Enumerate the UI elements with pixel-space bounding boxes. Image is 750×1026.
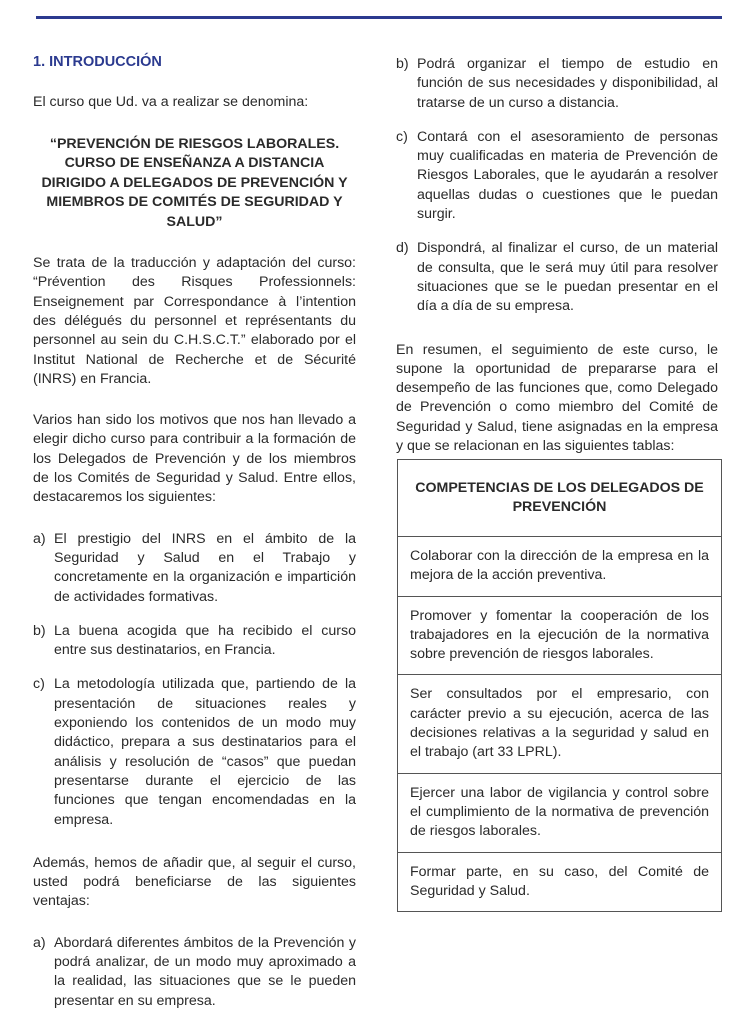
list-item (33, 622, 356, 661)
table-cell: Formar parte, en su caso, del Comité de Seguridad y Salud. (398, 852, 722, 912)
table-cell: Ejercer una labor de vigilancia y control sobre el cumplimiento de la normativa de prevención de riesgos laborales. (398, 773, 722, 852)
competencies-table (397, 459, 722, 912)
list-item-text: Abordará diferentes ámbitos de la Prevención y podrá analizar, de un modo muy aproximado a la realidad, las situaciones que se le pueden presentar en su empresa. (54, 934, 356, 1009)
list-item-label: b) (33, 622, 46, 639)
table-header-row (398, 460, 722, 537)
list-item-text: El prestigio del INRS en el ámbito de la Seguridad y Salud en el Trabajo y concretamente en la organización e impartición de actividades formativas. (54, 530, 356, 605)
list-item (396, 239, 718, 316)
list-item-label: a) (33, 530, 46, 547)
list-item (396, 128, 718, 224)
summary-paragraph: En resumen, el seguimiento de este curso, le supone la oportunidad de prepararse para el desempeño de las funciones que, como Delegado de Prevención o como miembro del Comité de Seguridad y Salud, tiene asignadas en la empresa y que se relacionan en las siguientes tablas: (396, 341, 718, 455)
list-item-label: a) (33, 934, 46, 951)
table-cell: Promover y fomentar la cooperación de los trabajadores en la ejecución de la normativa sobre prevención de riesgos laborales. (398, 596, 722, 675)
list-item-label: d) (396, 240, 409, 257)
intro-paragraph: El curso que Ud. va a realizar se denomina: (33, 94, 309, 111)
motives-paragraph: Varios han sido los motivos que nos han llevado a elegir dicho curso para contribuir a la formación de los Delegados de Prevención y de los miembros de los Comités de Seguridad y Salud. Entre ellos, destacaremos los siguientes: (33, 412, 356, 506)
top-rule (36, 16, 722, 19)
table-row (398, 852, 722, 912)
table-cell: Colaborar con la dirección de la empresa en la mejora de la acción preventiva. (398, 537, 722, 597)
list-item-text: Podrá organizar el tiempo de estudio en función de sus necesidades y disponibilidad, al tratarse de un curso a distancia. (417, 56, 718, 111)
list-item (33, 934, 356, 1011)
list-item (33, 675, 356, 829)
list-item-label: c) (33, 676, 45, 693)
table-row (398, 537, 722, 597)
table-row (398, 675, 722, 773)
table-row (398, 596, 722, 675)
left-column (33, 50, 356, 1026)
list-item-text: Dispondrá, al finalizar el curso, de un material de consulta, que le será muy útil para resolver situaciones que se le puedan presentar en el día a día de su empresa. (417, 240, 718, 315)
list-item-text: Contará con el asesoramiento de personas muy cualificadas en materia de Prevención de Riesgos Laborales, que le ayudarán a resolver aquellas dudas o cuestiones que le puedan surgir. (417, 128, 718, 223)
table-row (398, 773, 722, 852)
translation-paragraph: Se trata de la traducción y adaptación del curso: “Prévention des Risques Professionnels: Enseignement par Correspondance à l’intention des délégués du personnel et représentants du personnel au sein du C.H.S.C.T.” elaborado por el Institut National de Recherche et de Sécurité (INRS) en Francia. (33, 255, 356, 387)
list-item (396, 55, 718, 113)
list-item (33, 530, 356, 607)
list-item-label: c) (396, 128, 408, 145)
section-title: 1. INTRODUCCIÓN (33, 54, 162, 70)
list-item-label: b) (396, 56, 409, 72)
right-column (396, 55, 718, 478)
list-item-text: La metodología utilizada que, partiendo de la presentación de situaciones reales y exponiendo los contenidos de un modo muy didáctico, prepara a sus destinatarios para el análisis y resolución de “casos” que puedan presentarse durante el ejercicio de las funciones que tengan encomendadas en la empresa. (54, 676, 356, 828)
list-item-text: La buena acogida que ha recibido el curso entre sus destinatarios, en Francia. (54, 622, 356, 659)
table-header: COMPETENCIAS DE LOS DELEGADOS DE PREVENCIÓN (398, 460, 722, 537)
table-cell: Ser consultados por el empresario, con carácter previo a su ejecución, acerca de las decisiones relativas a la seguridad y salud en el trabajo (art 33 LPRL). (398, 675, 722, 773)
advantages-paragraph: Además, hemos de añadir que, al seguir el curso, usted podrá beneficiarse de las siguientes ventajas: (33, 854, 356, 910)
course-title: “PREVENCIÓN DE RIESGOS LABORALES. CURSO DE ENSEÑANZA A DISTANCIA DIRIGIDO A DELEGADOS DE PREVENCIÓN Y MIEMBROS DE COMITÉS DE SEGURIDAD Y SALUD” (41, 135, 348, 230)
